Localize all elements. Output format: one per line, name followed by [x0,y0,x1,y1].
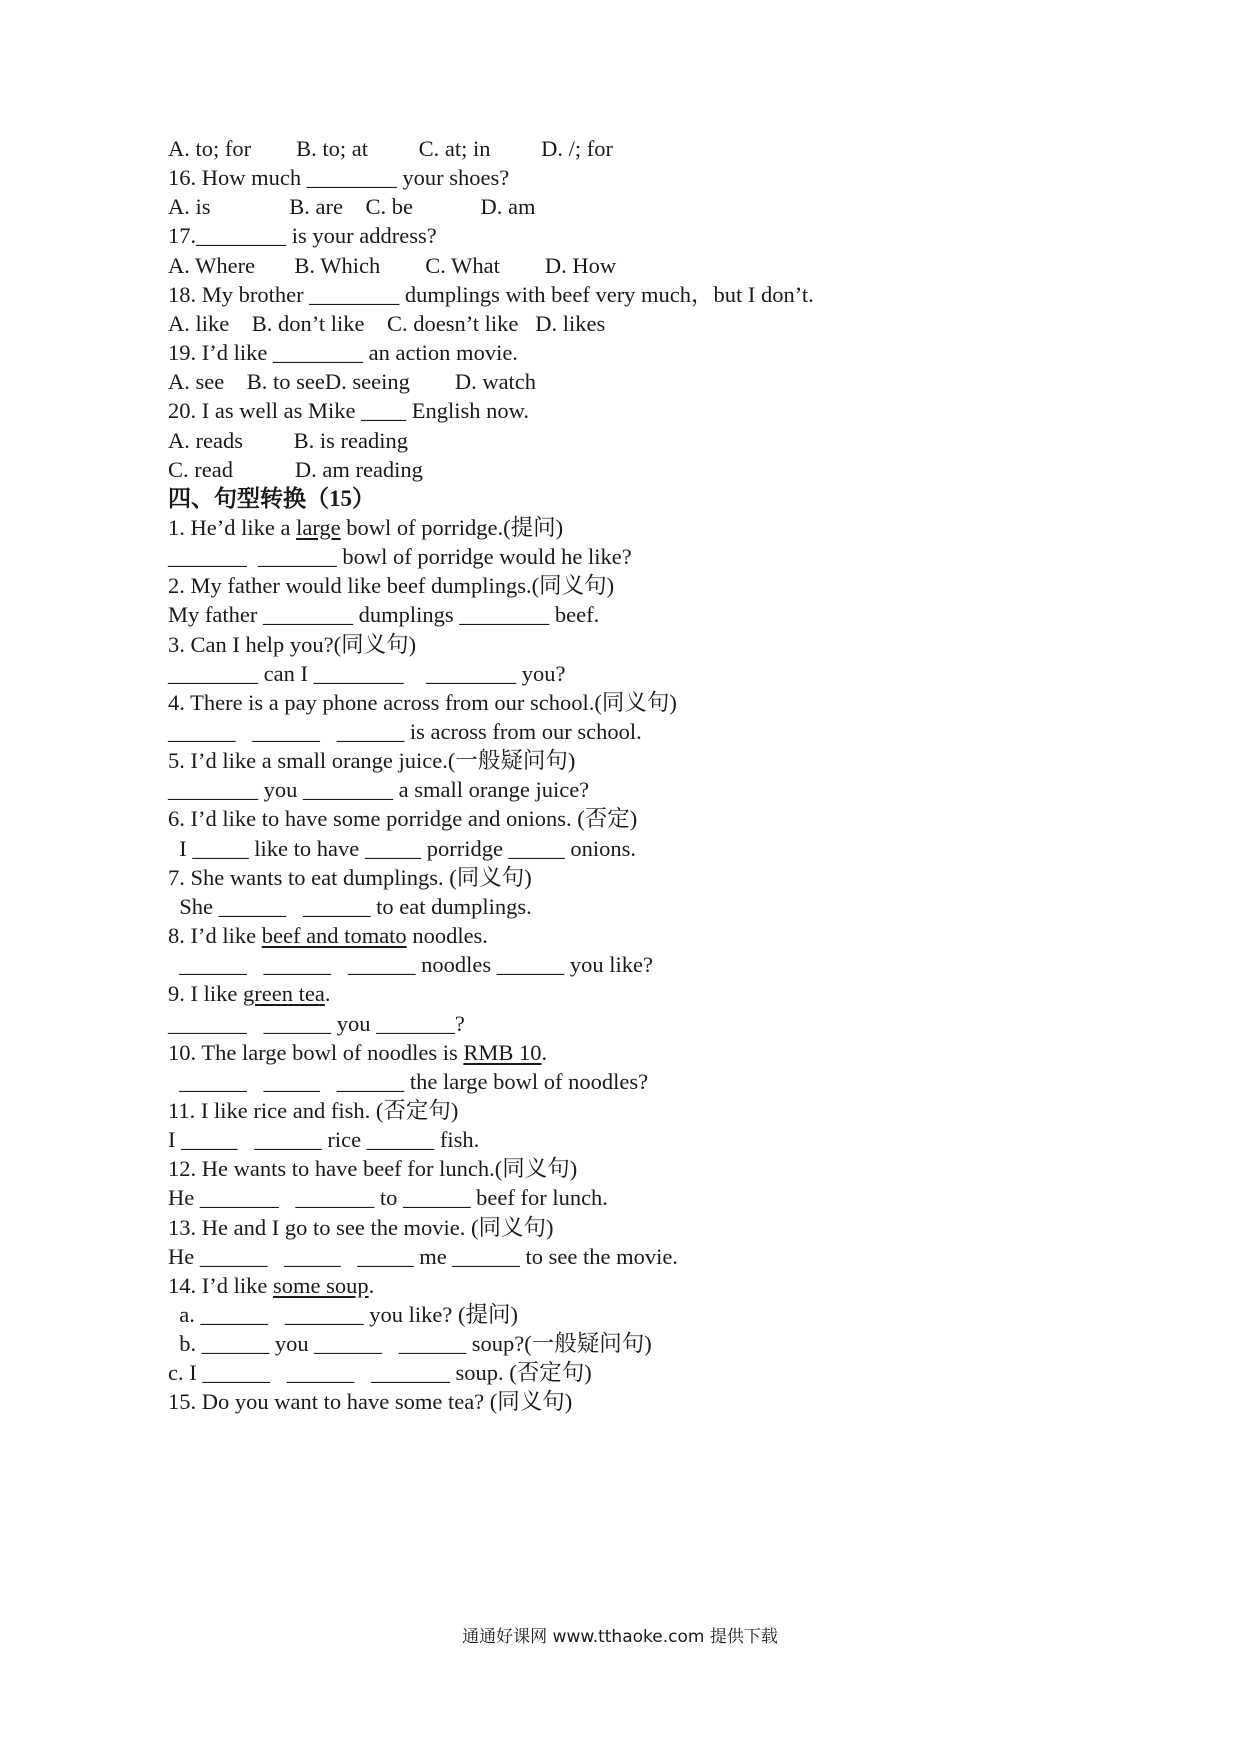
worksheet-line [168,658,565,690]
line-text: I _____ like to have _____ porridge _____ onions. [168,835,637,861]
line-text: A. see B. to seeD. seeing D. watch [168,369,537,395]
underlined-phrase: RMB 10 [463,1039,542,1065]
line-text: a. ______ _______ you like? (提问) [168,1302,518,1327]
line-text: A. is B. are C. be D. am [168,194,536,220]
line-text: C. read D. am reading [168,456,423,482]
worksheet-line [168,1357,592,1389]
underlined-phrase: large [296,514,341,540]
worksheet-line [168,803,637,835]
worksheet-line [168,862,532,894]
line-text: 8. I’d like [168,923,262,949]
line-text: 19. I’d like ________ an action movie. [168,340,518,366]
line-text: 10. The large bowl of noodles is [168,1039,464,1065]
worksheet-line [168,774,589,806]
line-text: noodles. [406,923,488,949]
line-text: c. I ______ ______ _______ soup. (否定句) [168,1360,592,1386]
line-text: My father ________ dumplings ________ beef. [168,602,600,628]
worksheet-line [168,687,677,719]
worksheet-line [168,1037,547,1069]
worksheet-line [168,716,642,748]
worksheet-line [168,133,613,165]
line-text: 12. He wants to have beef for lunch.(同义句) [168,1156,578,1182]
line-text: 3. Can I help you?(同义句) [168,631,417,657]
line-text: She ______ ______ to eat dumplings. [168,893,532,919]
worksheet-line [168,162,509,194]
line-text: He ______ _____ _____ me ______ to see the movie. [168,1243,678,1269]
line-text: 13. He and I go to see the movie. (同义句) [168,1214,554,1240]
underlined-phrase: beef and tomato [261,923,407,949]
worksheet-line [168,949,653,981]
worksheet-line [168,308,605,340]
line-text: 16. How much ________ your shoes? [168,165,510,191]
line-text: b. ______ you ______ ______ soup?(一般疑问句) [168,1331,652,1357]
footer-credit: 通通好课网 www.tthaoke.com 提供下载 [462,1627,778,1647]
line-text: . [541,1039,548,1065]
line-text: 18. My brother ________ dumplings with beef very much，but I don’t. [168,281,814,307]
section-heading [168,483,375,515]
worksheet-line [168,1008,465,1040]
worksheet-line [168,512,563,544]
line-text: ______ ______ ______ is across from our school. [168,719,642,744]
line-text: 2. My father would like beef dumplings.(同义句) [168,573,615,599]
worksheet-line [168,891,532,923]
line-text: A. reads B. is reading [168,427,408,453]
worksheet-line [168,833,636,865]
line-text: ______ _____ ______ the large bowl of noodles? [168,1068,649,1094]
worksheet-line [168,250,616,282]
worksheet-line [168,1066,648,1098]
worksheet-line [168,978,330,1010]
line-text: 17.________ is your address? [168,223,437,249]
line-text: 20. I as well as Mike ____ English now. [168,398,529,424]
line-text: 7. She wants to eat dumplings. (同义句) [168,864,532,890]
worksheet-line [168,337,518,369]
worksheet-line [168,191,535,223]
line-text: _______ _______ bowl of porridge would he like? [168,544,632,570]
line-text: ________ can I ________ ________ you? [168,660,566,686]
worksheet-line [168,599,599,631]
worksheet-line [168,1270,374,1302]
worksheet-line [168,220,437,252]
worksheet-line [168,570,614,602]
worksheet-line [168,395,529,427]
worksheet-line [168,1386,572,1418]
worksheet-line [168,541,632,573]
line-text: 6. I’d like to have some porridge and onions. (否定) [168,806,638,832]
worksheet-line [168,920,488,952]
line-text: ______ ______ ______ noodles ______ you like? [168,952,653,978]
line-text: bowl of porridge.(提问) [340,514,564,540]
worksheet-line [168,425,408,457]
worksheet-line [168,1299,518,1331]
line-text: . [368,1272,375,1298]
line-text: _______ ______ you _______? [168,1010,465,1036]
line-text: He _______ _______ to ______ beef for lunch. [168,1185,608,1211]
line-text: A. like B. don’t like C. doesn’t like D. likes [168,310,606,336]
line-text: 1. He’d like a [168,514,297,540]
line-text: I _____ ______ rice ______ fish. [168,1127,480,1153]
line-text: 5. I’d like a small orange juice.(一般疑问句) [168,748,576,774]
worksheet-line [168,1328,652,1360]
line-text: 15. Do you want to have some tea? (同义句) [168,1389,573,1415]
line-text: A. Where B. Which C. What D. How [168,252,617,278]
worksheet-line [168,454,423,486]
worksheet-line [168,279,814,311]
worksheet-line [168,1241,678,1273]
line-text: 四、句型转换（15） [168,485,375,511]
worksheet-line [168,745,575,777]
worksheet-line [168,629,416,661]
worksheet-line [168,366,536,398]
line-text: A. to; for B. to; at C. at; in D. /; for [168,136,613,161]
worksheet-line [168,1153,577,1185]
worksheet-line [168,1182,608,1214]
line-text: . [324,981,331,1007]
line-text: 4. There is a pay phone across from our school.(同义句) [168,689,677,715]
underlined-phrase: green tea [242,981,325,1007]
line-text: 9. I like [168,981,243,1007]
line-text: 11. I like rice and fish. (否定句) [168,1097,459,1123]
line-text: ________ you ________ a small orange juice? [168,777,590,803]
line-text: 14. I’d like [168,1272,273,1298]
underlined-phrase: some soup [272,1272,369,1298]
worksheet-line [168,1212,554,1244]
worksheet-line [168,1124,479,1156]
worksheet-line [168,1095,458,1127]
